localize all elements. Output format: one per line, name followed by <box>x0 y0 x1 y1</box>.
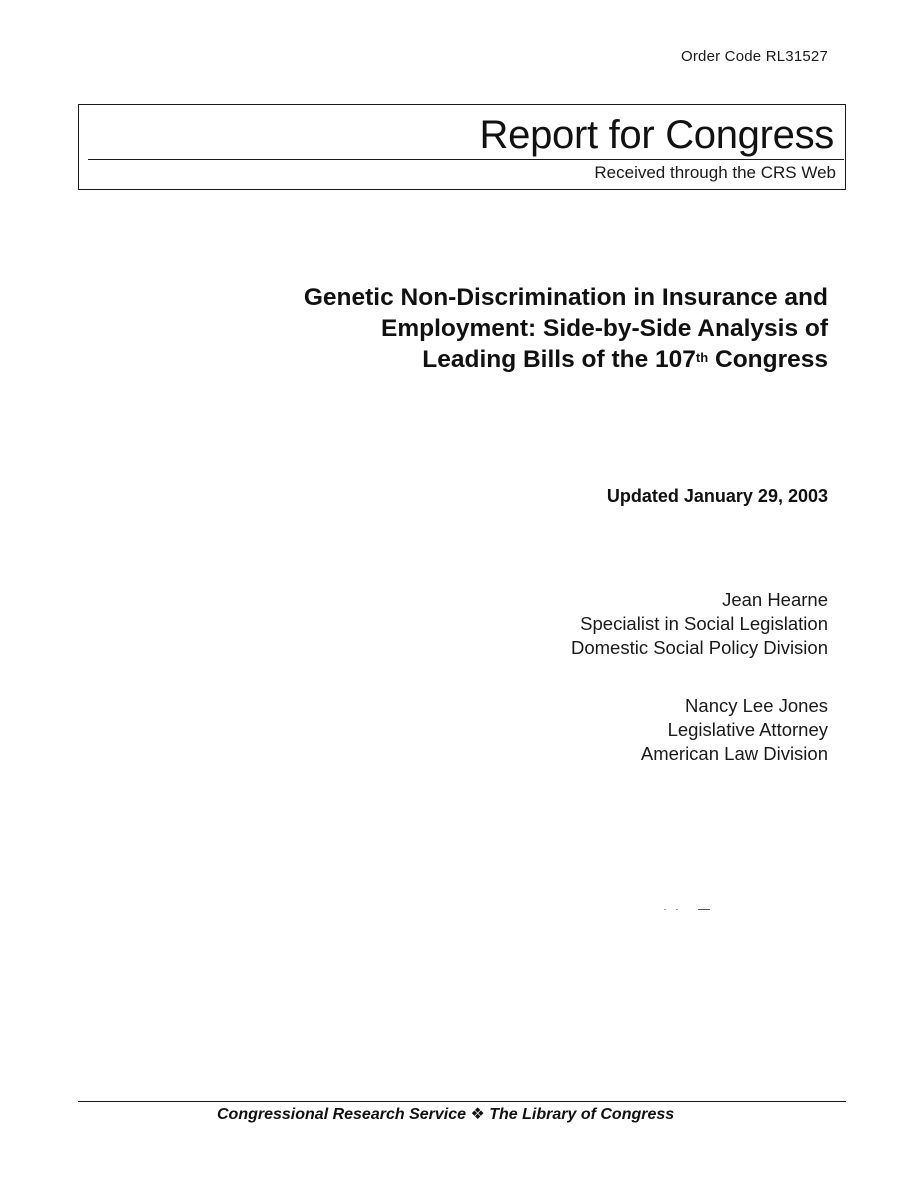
footer-divider <box>78 1101 846 1102</box>
author-division: Domestic Social Policy Division <box>570 637 828 658</box>
document-title <box>188 282 828 375</box>
scan-speck <box>698 909 710 910</box>
title-line-1: Genetic Non-Discrimination in Insurance and <box>303 284 828 311</box>
title-line-3-end: Congress <box>708 346 828 373</box>
updated-date: Updated January 29, 2003 <box>606 486 828 506</box>
order-code: Order Code RL31527 <box>680 48 828 65</box>
author-name: Nancy Lee Jones <box>685 695 828 716</box>
title-line-3 <box>188 344 828 375</box>
author-block <box>641 694 828 766</box>
report-title: Report for Congress <box>479 113 834 157</box>
author-division: American Law Division <box>640 743 828 764</box>
footer-text: Congressional Research Service ❖ The Library of Congress <box>217 1106 675 1123</box>
author-block <box>571 588 828 660</box>
author-role: Legislative Attorney <box>667 719 828 740</box>
scan-speck <box>676 909 678 910</box>
author-name: Jean Hearne <box>722 589 828 610</box>
report-subtitle: Received through the CRS Web <box>594 163 836 182</box>
scan-artifact <box>664 907 714 911</box>
title-line-2: Employment: Side-by-Side Analysis of <box>381 315 828 342</box>
header-divider <box>88 159 844 160</box>
author-role: Specialist in Social Legislation <box>580 613 828 634</box>
scan-speck <box>664 909 666 910</box>
title-line-3-start: Leading Bills of the 107 <box>422 346 696 373</box>
title-ordinal-suffix: th <box>695 350 709 365</box>
